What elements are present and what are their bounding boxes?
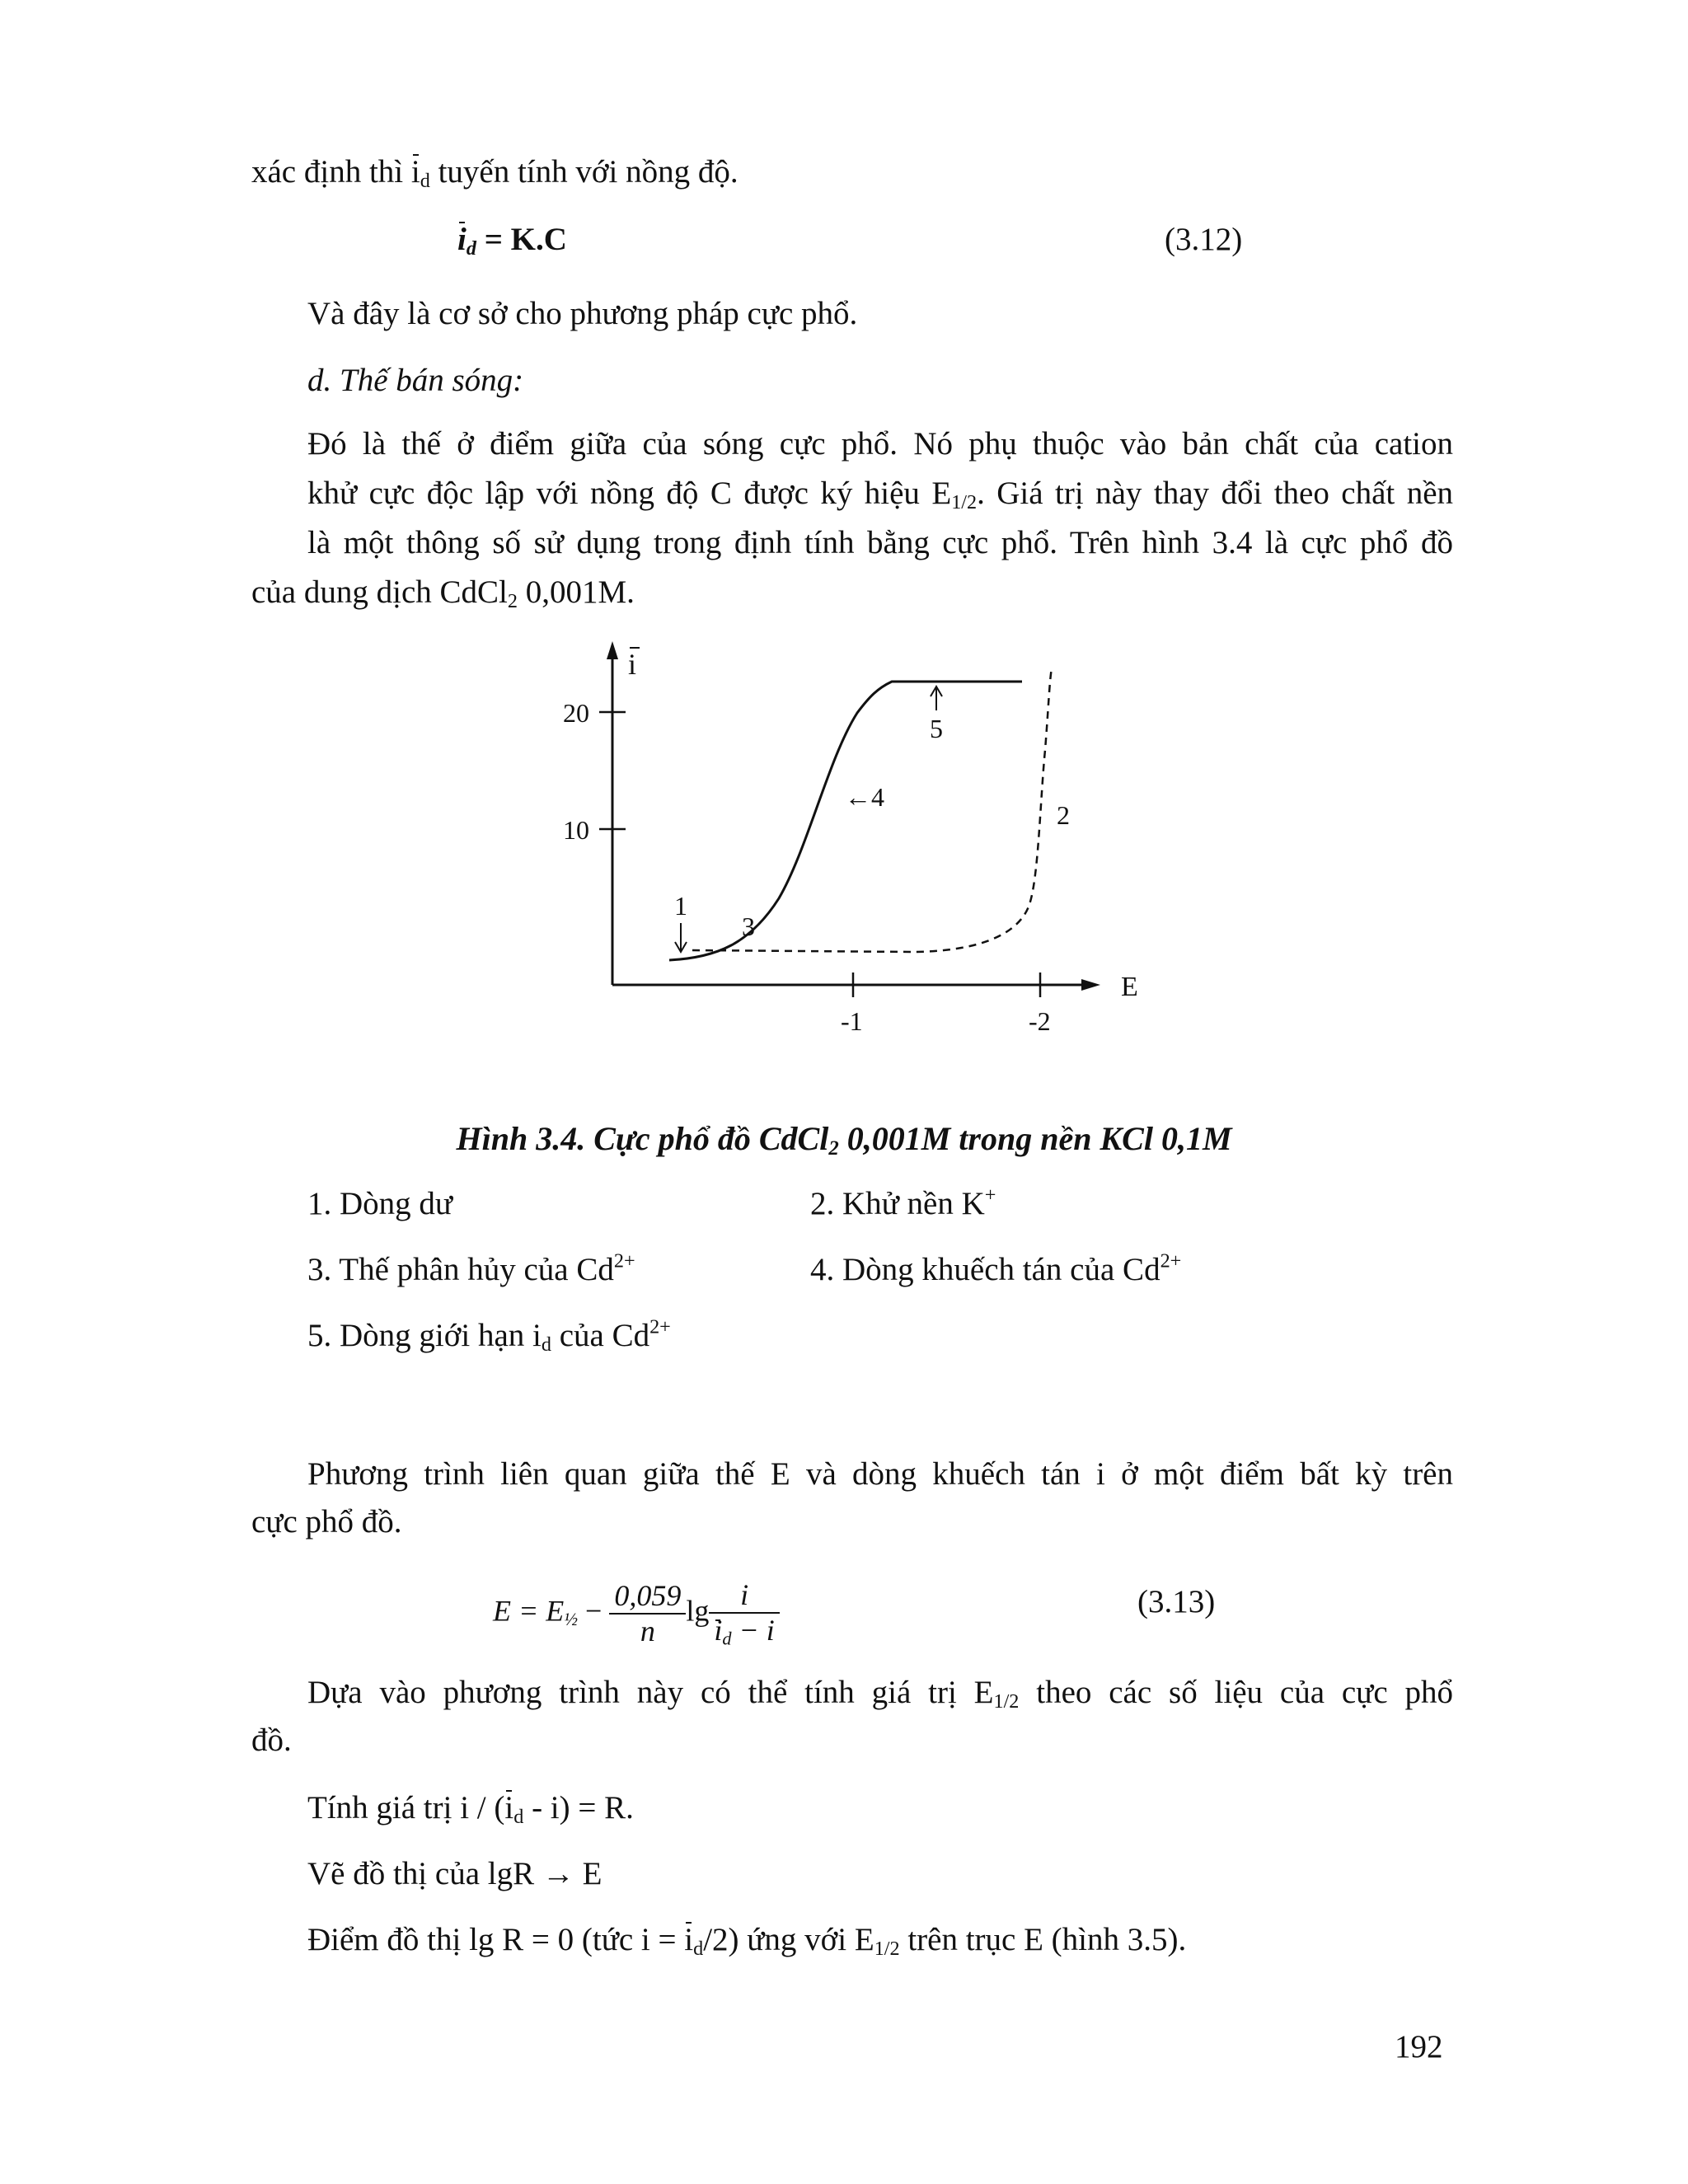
equation-number: (3.12) — [1165, 222, 1243, 257]
diffusion-curve — [669, 682, 1022, 960]
annotation-label: 5 — [930, 714, 943, 743]
annotation-label: 2 — [1057, 800, 1070, 830]
y-axis-label: i — [628, 648, 637, 681]
paragraph-line: của dung dịch CdCl$_2$ 0,001M. — [251, 574, 635, 613]
figure-caption: Hình 3.4. Cực phổ đồ CdCl$_2$ 0,001M trong nền KCl 0,1M — [456, 1120, 1232, 1160]
text-line — [251, 148, 738, 197]
equation-number: (3.13) — [1137, 1584, 1216, 1619]
paragraph-line: đồ. — [251, 1722, 292, 1758]
paragraph-line: Phương trình liên quan giữa thế E và dòng khuếch tán i ở một điểm bất kỳ trên — [307, 1456, 1453, 1492]
text-fragment: tuyến tính với nồng độ. — [429, 154, 738, 190]
y-tick-label: 10 — [563, 815, 589, 845]
text-fragment: xác định thì — [251, 154, 411, 190]
step-line: Điểm đồ thị lg R = 0 (tức $i = i_d/2$) ứng với $E_{1/2}$ trên trục E (hình 3.5). — [307, 1916, 1186, 1965]
x-axis-label: E — [1121, 972, 1138, 1002]
y-tick-label: 20 — [563, 698, 589, 728]
polarogram-figure — [495, 635, 1154, 1080]
equation-lhs: i — [457, 216, 467, 265]
legend-item: 3. Thế phân hủy của $Cd^{2+}$ — [307, 1249, 635, 1287]
paragraph-line: Và đây là cơ sở cho phương pháp cực phổ. — [307, 296, 858, 331]
section-heading: d. Thế bán sóng: — [307, 363, 524, 398]
annotation-label: ←4 — [845, 782, 884, 812]
paragraph-line: là một thông số sử dụng trong định tính bằng cực phổ. Trên hình 3.4 là cực phổ đồ — [307, 525, 1453, 560]
subscript: d — [420, 170, 430, 193]
x-tick-label: -1 — [841, 1006, 863, 1036]
legend-item: 2. Khử nền K+ — [810, 1183, 996, 1221]
step-line: Vẽ đồ thị của lgR → E — [307, 1856, 603, 1891]
legend-item: 5. Dòng giới hạn $i_d$ của $Cd^{2+}$ — [307, 1315, 671, 1357]
paragraph-line: Đó là thế ở điểm giữa của sóng cực phổ. Nó phụ thuộc vào bản chất của cation — [307, 426, 1453, 462]
mean-current-symbol: i — [411, 148, 420, 197]
y-axis-arrow — [607, 641, 618, 659]
subscript: d — [466, 237, 476, 260]
paragraph-line: cực phổ đồ. — [251, 1504, 402, 1540]
legend-item: 1. Dòng dư — [307, 1186, 453, 1221]
paragraph-line: Dựa vào phương trình này có thể tính giá trị $E_{1/2}$ theo các số liệu của cực phổ — [307, 1675, 1453, 1713]
x-axis-arrow — [1081, 979, 1100, 991]
equation-3-13: $E = E_{\frac{1}{2}}$ − $\frac{0,059}{n}$ lg $\frac{i}{i_d - i}$ — [493, 1578, 780, 1650]
legend-item: 4. Dòng khuếch tán của $Cd^{2+}$ — [810, 1249, 1182, 1287]
x-tick-label: -2 — [1029, 1006, 1051, 1036]
annotation-label: 1 — [674, 891, 687, 921]
paragraph-line: khử cực độc lập với nồng độ C được ký hiệu $E_{1/2}$. Giá trị này thay đổi theo chất nền — [307, 476, 1453, 514]
equation-rhs: = K.C — [476, 222, 567, 257]
step-line: Tính giá trị $i / (i_d - i) = R$. — [307, 1784, 634, 1833]
equation-3-12 — [457, 216, 567, 265]
annotation-label: 3 — [742, 912, 755, 941]
page-number: 192 — [1395, 2029, 1443, 2064]
